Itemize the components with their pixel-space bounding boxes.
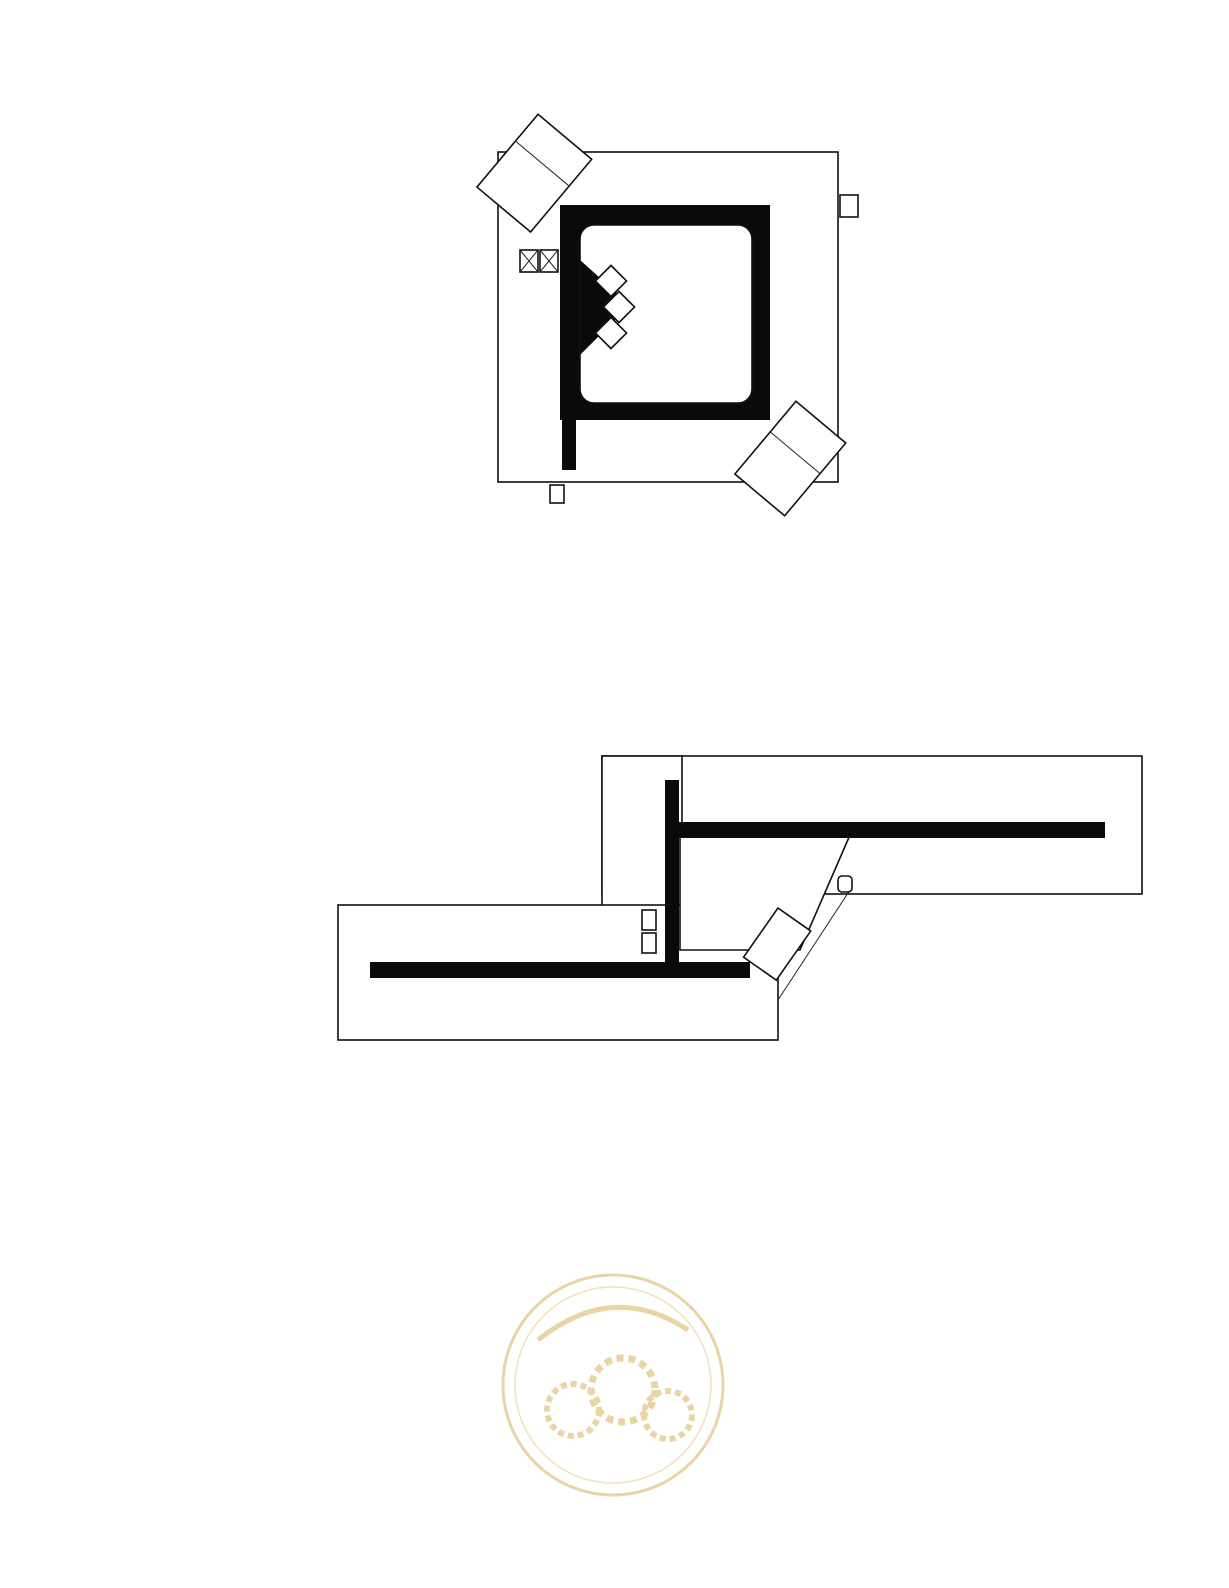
figure-a bbox=[460, 110, 880, 520]
figure-b-plan bbox=[330, 750, 1150, 1050]
watermark-logo bbox=[498, 1270, 728, 1500]
figure-a-plan bbox=[460, 110, 880, 520]
watermark-seal-icon bbox=[498, 1270, 728, 1500]
figure-b bbox=[330, 750, 1150, 1050]
